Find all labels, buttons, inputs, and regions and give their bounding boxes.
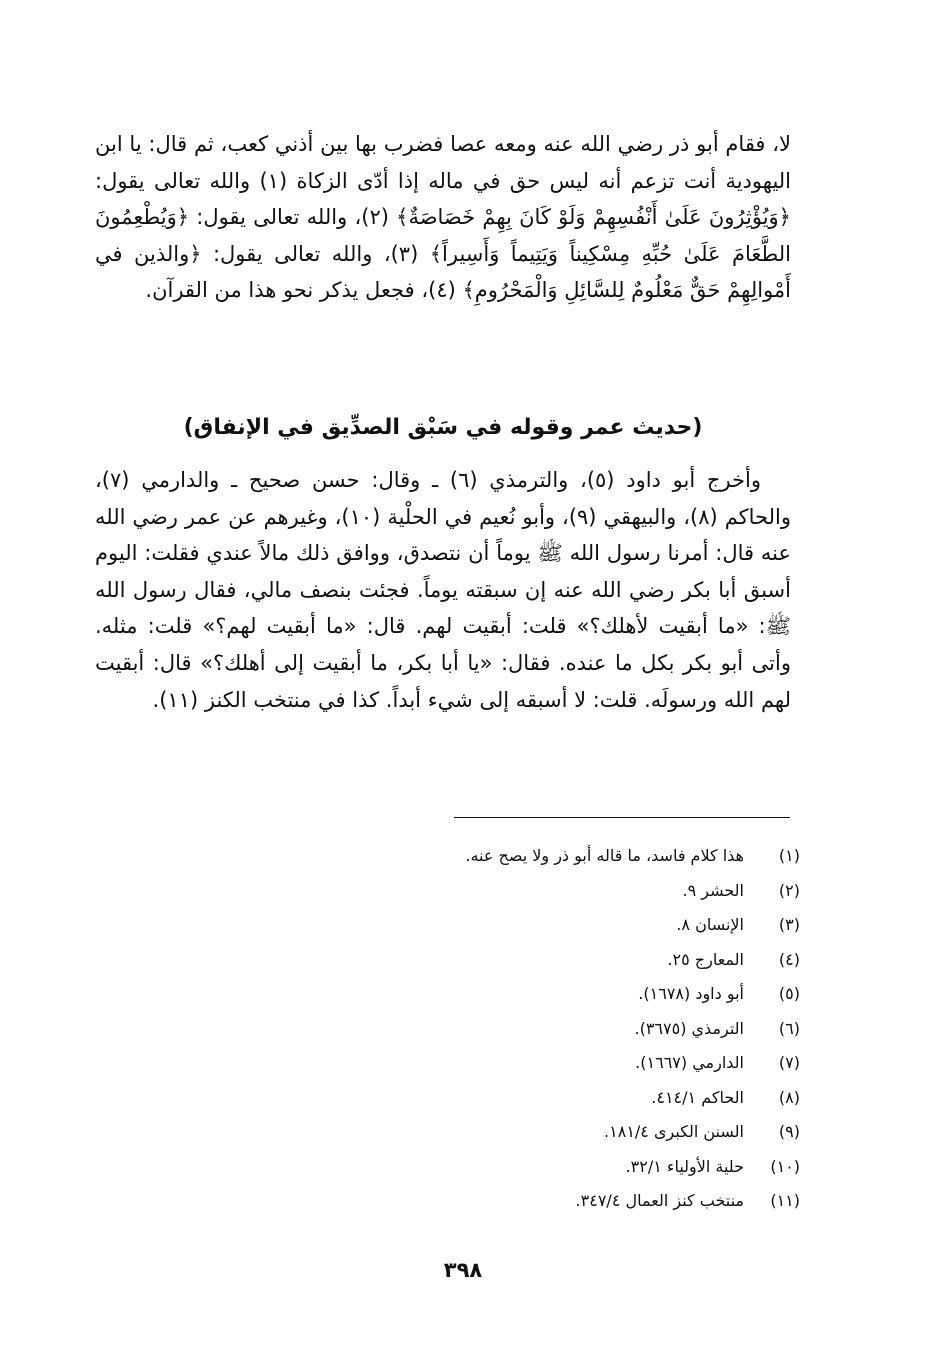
footnote-text: حلية الأولياء ٣٢/١. [625, 1156, 744, 1176]
footnote-item [200, 908, 800, 943]
footnote-text: أبو داود (١٦٧٨). [638, 984, 744, 1003]
footnote-item [200, 1184, 800, 1219]
paragraph-2: وأخرج أبو داود (٥)، والترمذي (٦) ـ وقال: حسن صحيح ـ والدارمي (٧)، والحاكم (٨)، والبيهقي (٩)، وأبو نُعيم في الحلْية (١٠)، وغيرهم عن عمر رضي الله عنه قال: أمرنا رسول الله ﷺ يوماً أن نتصدق، ووافق ذلك مالاً عندي فقلت: اليوم أسبق أبا بكر رضي الله عنه إن سبقته يوماً. فجئت بنصف مالي، فقال رسول الله ﷺ: «ما أبقيت لأهلك؟» قلت: أبقيت لهم. قال: «ما أبقيت لهم؟» قلت: مثله. وأتى أبو بكر بكل ما عنده. فقال: «يا أبا بكر، ما أبقيت إلى أهلك؟» قال: أبقيت لهم الله ورسولَه. قلت: لا أسبقه إلى شيء أبداً. كذا في منتخب الكنز (١١). [95, 468, 791, 712]
footnote-item [200, 977, 800, 1012]
footnote-item [200, 1046, 800, 1081]
footnote-number: (٦) [778, 1018, 800, 1038]
footnote-number: (٨) [778, 1087, 800, 1107]
footnotes-list [200, 839, 800, 1219]
footnote-item [200, 1081, 800, 1116]
footnote-item [200, 943, 800, 978]
footnote-text: الترمذي (٣٦٧٥). [634, 1018, 744, 1038]
main-text [95, 126, 791, 309]
footnote-number: (٥) [778, 984, 800, 1003]
footnote-item [200, 1115, 800, 1150]
footnote-number: (١١) [770, 1191, 800, 1210]
footnote-text: الحاكم ٤١٤/١. [651, 1087, 744, 1107]
footnote-item [200, 1012, 800, 1047]
footnote-number: (٢) [778, 880, 800, 900]
page-number: ٣٩٨ [443, 1258, 483, 1282]
footnote-item [200, 1150, 800, 1185]
footnote-number: (٩) [778, 1122, 800, 1141]
footnote-text: منتخب كنز العمال ٣٤٧/٤. [575, 1191, 744, 1210]
paragraph-1: لا، فقام أبو ذر رضي الله عنه ومعه عصا فضرب بها بين أذني كعب، ثم قال: يا ابن اليهودية أنت تزعم أنه ليس حق في ماله إذا أدّى الزكاة (١) والله تعالى يقول: ﴿وَيُؤْثِرُونَ عَلَىٰ أَنْفُسِهِمْ وَلَوْ كَانَ بِهِمْ خَصَاصَةٌ﴾ (٢)، والله تعالى يقول: ﴿وَيُطْعِمُونَ الطَّعَامَ عَلَىٰ حُبِّهِ مِسْكِيناً وَيَتِيماً وَأَسِيراً﴾ (٣)، والله تعالى يقول: ﴿والذين في أَمْوالِهِمْ حَقٌّ مَعْلُومٌ لِلسَّائِلِ وَالْمَحْرُومِ﴾ (٤)، فجعل يذكر نحو هذا من القرآن. [95, 132, 792, 303]
footnote-item [200, 874, 800, 909]
footnote-number: (٧) [778, 1053, 800, 1072]
footnote-number: (١) [778, 846, 800, 865]
footnote-item [200, 839, 800, 874]
footnote-number: (٣) [778, 915, 800, 934]
footnote-divider [454, 817, 790, 818]
footnote-text: السنن الكبرى ١٨١/٤. [604, 1122, 744, 1141]
footnote-text: الإنسان ٨. [676, 915, 744, 934]
section-text [95, 462, 791, 718]
footnote-number: (٤) [778, 949, 800, 969]
footnote-text: هذا كلام فاسد، ما قاله أبو ذر ولا يصح عنه. [465, 846, 744, 865]
footnote-text: المعارج ٢٥. [667, 949, 744, 969]
footnote-text: الدارمي (١٦٦٧). [635, 1053, 744, 1072]
section-heading: (حديث عمر وقوله في سَبْق الصدِّيق في الإنفاق) [183, 415, 703, 440]
footnote-text: الحشر ٩. [682, 880, 744, 900]
footnote-number: (١٠) [770, 1156, 800, 1176]
